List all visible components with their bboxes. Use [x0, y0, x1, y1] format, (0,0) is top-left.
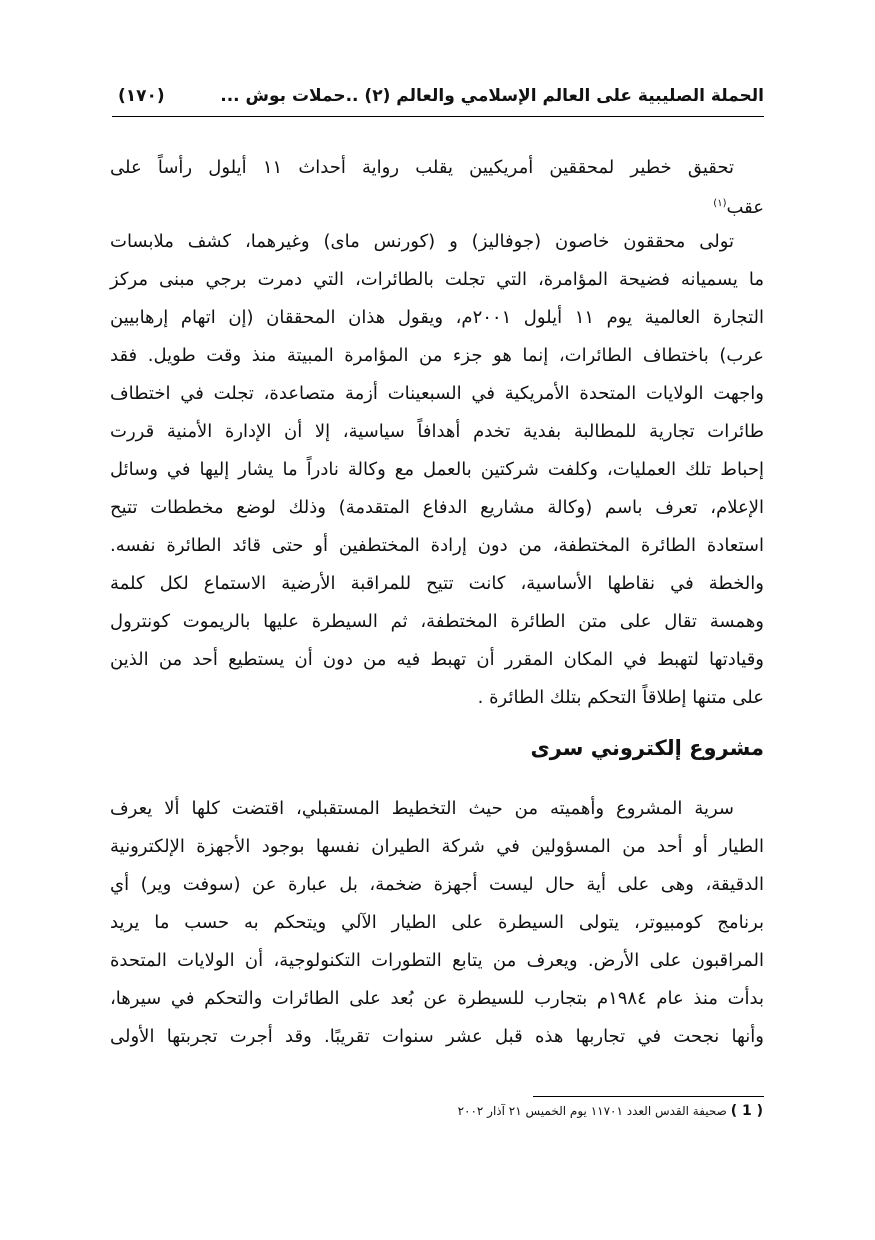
paragraph-line — [110, 192, 764, 220]
paragraph-line: سرية المشروع وأهميته من حيث التخطيط المستقبلي، اقتضت كلها ألا يعرف — [110, 798, 734, 819]
paragraph-line: الطيار أو أحد من المسؤولين في شركة الطيران نفسها بوجود الأجهزة الإلكترونية — [110, 836, 764, 857]
footnote-marker: ( 1 ) — [730, 1103, 763, 1119]
running-header — [112, 86, 764, 112]
paragraph-line: واجهت الولايات المتحدة الأمريكية في السبعينات أزمة متصاعدة، تجلت في اختطاف — [110, 383, 764, 404]
paragraph-line: ما يسميانه فضيحة المؤامرة، التي تجلت بالطائرات، التي دمرت برجي مبنى مركز — [110, 269, 764, 290]
paragraph-line: تولى محققون خاصون (جوفاليز) و (كورنس ماى) وغيرهما، كشف ملابسات — [110, 231, 734, 252]
footnote-text: صحيفة القدس العدد ١١٧٠١ يوم الخميس ٢١ آذار ٢٠٠٢ — [457, 1104, 727, 1118]
paragraph-line: على متنها إطلاقاً التحكم بتلك الطائرة . — [477, 687, 764, 708]
header-title: الحملة الصليبية على العالم الإسلامي والعالم (٢) ..حملات بوش ... — [220, 86, 764, 106]
paragraph-line: تحقيق خطير لمحققين أمريكيين يقلب رواية أحداث ١١ أيلول رأساً على — [110, 157, 734, 178]
paragraph-line: وقيادتها لتهبط في المكان المقرر أن تهبط فيه من دون أن يستطيع أحد من الذين — [110, 649, 764, 670]
paragraph-line: التجارة العالمية يوم ١١ أيلول ٢٠٠١م، ويقول هذان المحققان (إن اتهام إرهابيين — [110, 307, 764, 328]
header-divider — [112, 116, 764, 117]
paragraph-line: استعادة الطائرة المختطفة، من دون إرادة المختطفين أو حتى قائد الطائرة نفسه. — [110, 535, 764, 556]
paragraph-line: برنامج كومبيوتر، يتولى السيطرة على الطيار الآلي ويتحكم به حسب ما يريد — [110, 912, 764, 933]
footnote-reference[interactable]: (١) — [713, 198, 727, 209]
paragraph-line: إحباط تلك العمليات، وكلفت شركتين بالعمل مع وكالة نادراً ما يشار إليها في وسائل — [110, 459, 764, 480]
footnote — [458, 1103, 763, 1119]
footnote-divider — [533, 1096, 764, 1097]
section-heading: مشروع إلكتروني سرى — [530, 736, 764, 760]
paragraph-line: وهمسة تقال على متن الطائرة المختطفة، ثم السيطرة عليها بالريموت كونترول — [110, 611, 764, 632]
paragraph-line: وأنها نجحت في تجاربها هذه قبل عشر سنوات تقريبًا. وقد أجرت تجربتها الأولى — [110, 1026, 764, 1047]
paragraph-line: طائرات تجارية للمطالبة بفدية تخدم أهدافاً سياسية، إلا أن الإدارة الأمنية قررت — [110, 421, 764, 442]
paragraph-line: بدأت منذ عام ١٩٨٤م بتجارب للسيطرة عن بُعد على الطائرات والتحكم في سيرها، — [110, 988, 764, 1009]
paragraph-line: الإعلام، تعرف باسم (وكالة مشاريع الدفاع المتقدمة) وذلك لوضع مخططات تتيح — [110, 497, 764, 518]
paragraph-line: والخطة في نقاطها الأساسية، كانت تتيح للمراقبة الأرضية الاستماع لكل كلمة — [110, 573, 764, 594]
page-number: (١٧٠) — [118, 86, 165, 106]
paragraph-line: المراقبون على الأرض. ويعرف من يتابع التطورات التكنولوجية، أن الولايات المتحدة — [110, 950, 764, 971]
paragraph-text: عقب — [726, 197, 764, 218]
paragraph-line: الدقيقة، وهى على أية حال ليست أجهزة ضخمة، بل عبارة عن (سوفت وير) أي — [110, 874, 764, 895]
paragraph-line: عرب) باختطاف الطائرات، إنما هو جزء من المؤامرة المبيتة منذ وقت طويل. فقد — [110, 345, 764, 366]
